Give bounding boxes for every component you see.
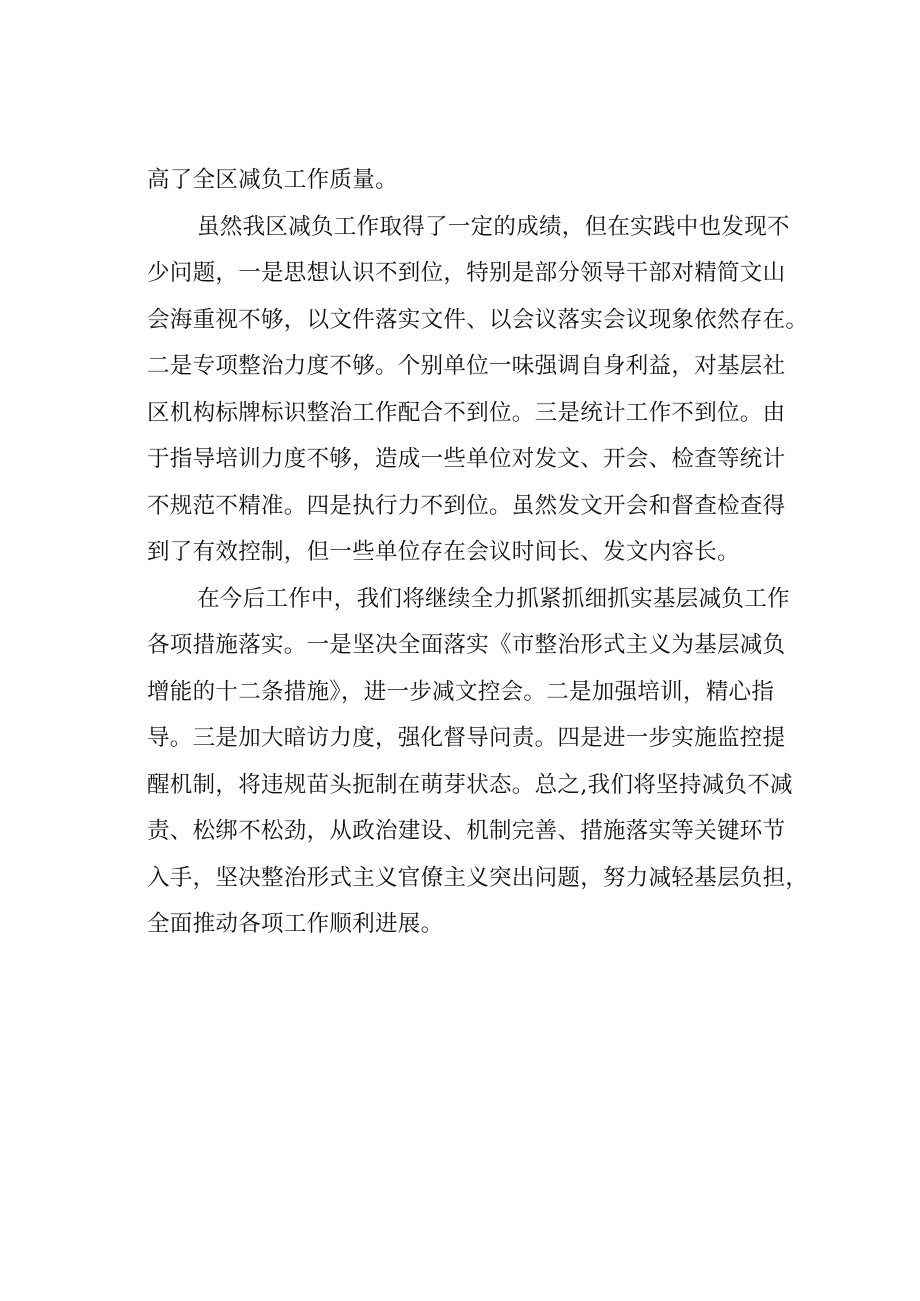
text-line: 会海重视不够，以文件落实文件、以会议落实会议现象依然存在。 bbox=[147, 306, 809, 333]
text-line: 二是专项整治力度不够。个别单位一味强调自身利益，对基层社 bbox=[147, 353, 786, 379]
text-line: 到了有效控制，但一些单位存在会议时间长、发文内容长。 bbox=[147, 539, 740, 565]
text-line: 在今后工作中，我们将继续全力抓紧抓细抓实基层减负工作 bbox=[197, 585, 790, 612]
body-text bbox=[147, 157, 827, 948]
text-line: 区机构标牌标识整治工作配合不到位。三是统计工作不到位。由 bbox=[147, 399, 786, 426]
text-line: 各项措施落实。一是坚决全面落实《市整治形式主义为基层减负 bbox=[147, 632, 786, 658]
text-line: 少问题，一是思想认识不到位，特别是部分领导干部对精简文山 bbox=[147, 260, 786, 286]
text-line: 高了全区减负工作质量。 bbox=[147, 167, 398, 193]
text-line: 醒机制，将违规苗头扼制在萌芽状态。总之,我们将坚持减负不减 bbox=[147, 771, 793, 798]
text-line: 全面推动各项工作顺利进展。 bbox=[147, 911, 444, 937]
text-line: 不规范不精准。四是执行力不到位。虽然发文开会和督查检查得 bbox=[147, 492, 786, 519]
text-line: 虽然我区减负工作取得了一定的成绩，但在实践中也发现不 bbox=[197, 213, 790, 240]
text-line: 入手，坚决整治形式主义官僚主义突出问题，努力减轻基层负担， bbox=[147, 864, 809, 891]
text-line: 于指导培训力度不够，造成一些单位对发文、开会、检查等统计 bbox=[147, 446, 786, 472]
text-line: 导。三是加大暗访力度，强化督导问责。四是进一步实施监控提 bbox=[147, 725, 786, 751]
text-line: 责、松绑不松劲，从政治建设、机制完善、措施落实等关键环节 bbox=[147, 818, 786, 844]
text-line: 增能的十二条措施》，进一步减文控会。二是加强培训，精心指 bbox=[147, 678, 775, 705]
